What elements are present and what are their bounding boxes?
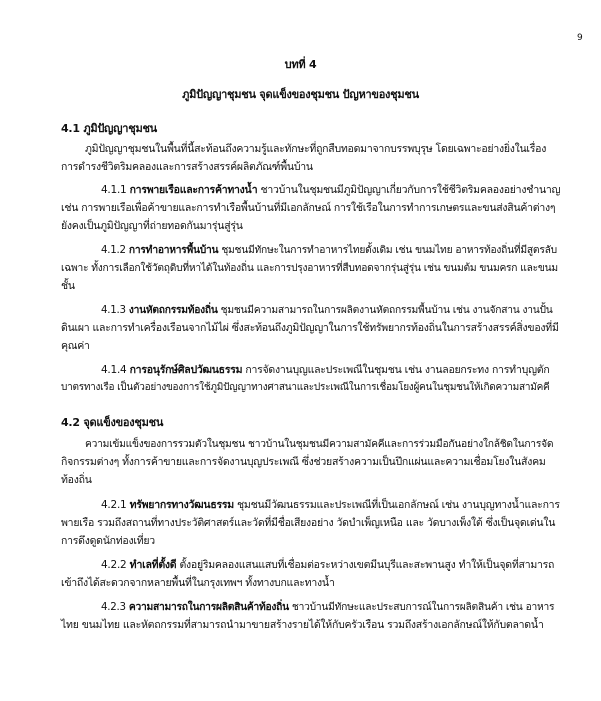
paragraph-line: กิจกรรมต่างๆ ทั้งการค้าขายและการจัดงานบุญประเพณี ซึ่งช่วยสร้างความเป็นปึกแผ่นและความเชื่อมโยงในสังคม	[61, 456, 546, 468]
subsection-title: การอนุรักษ์ศิลปวัฒนธรรม	[129, 364, 243, 376]
subsection-title: การพายเรือและการค้าทางน้ำ	[129, 184, 258, 196]
subsection-4-1-3: 4.1.3 งานหัตถกรรมท้องถิ่น ชุมชนมีความสามารถในการผลิตงานหัตถกรรมพื้นบ้าน เช่น งานจักสาน งานปั้น	[101, 304, 553, 316]
paragraph-line: เช่น การพายเรือเพื่อค้าขายและการทำเรือพื้นบ้านที่มีเอกลักษณ์ การใช้เรือในการทำการเกษตรและขนส่งสินค้าต่างๆ	[61, 202, 556, 214]
section-heading-4-1: 4.1 ภูมิปัญญาชุมชน	[61, 122, 157, 135]
subsection-4-1-2: 4.1.2 การทำอาหารพื้นบ้าน ชุมชนมีทักษะในการทำอาหารไทยดั้งเดิม เช่น ขนมไทย อาหารท้องถิ่นที่มีสูตรลับ	[101, 244, 557, 256]
paragraph-line: ท้องถิ่น	[61, 474, 92, 486]
paragraph-line: การดึงดูดนักท่องเที่ยว	[61, 535, 155, 547]
section-heading-4-2: 4.2 จุดแข็งของชุมชน	[61, 416, 164, 429]
paragraph-line: การดำรงชีวิตริมคลองและการสร้างสรรค์ผลิตภัณฑ์พื้นบ้าน	[61, 161, 313, 173]
paragraph-line: คุณค่า	[61, 340, 90, 352]
subsection-4-2-3: 4.2.3 ความสามารถในการผลิตสินค้าท้องถิ่น ชาวบ้านมีทักษะและประสบการณ์ในการผลิตสินค้า เช่น อาหาร	[101, 601, 555, 613]
chapter-title: บทที่ 4	[284, 58, 317, 71]
paragraph-line: ชั้น	[61, 280, 75, 292]
paragraph-line: ดินเผา และการทำเครื่องเรือนจากไม้ไผ่ ซึ่งสะท้อนถึงภูมิปัญญาในการใช้ทรัพยากรท้องถิ่นในการสร้างสรรค์สิ่งของที่มี	[61, 322, 559, 334]
page-number: 9	[577, 33, 583, 43]
subsection-title: งานหัตถกรรมท้องถิ่น	[128, 304, 218, 316]
subsection-title: ความสามารถในการผลิตสินค้าท้องถิ่น	[128, 601, 289, 613]
subsection-4-1-4: 4.1.4 การอนุรักษ์ศิลปวัฒนธรรม การจัดงานบุญและประเพณีในชุมชน เช่น งานลอยกระทง การทำบุญตัก	[101, 364, 550, 376]
subsection-title: ทรัพยากรทางวัฒนธรรม	[129, 499, 234, 511]
paragraph-line: ความเข้มแข็งของการรวมตัวในชุมชน ชาวบ้านในชุมชนมีความสามัคคีและการร่วมมือกันอย่างใกล้ชิดในการจัด	[85, 438, 554, 450]
paragraph-line: บาตรทางเรือ เป็นตัวอย่างของการใช้ภูมิปัญญาทางศาสนาและประเพณีในการเชื่อมโยงผู้คนในชุมชนให้เกิดความสามัคคี	[61, 382, 550, 393]
subsection-4-2-2: 4.2.2 ทำเลที่ตั้งดี ตั้งอยู่ริมคลองแสนแสบที่เชื่อมต่อระหว่างเขตมีนบุรีและสะพานสูง ทำให้เป็นจุดที่สามารถ	[101, 559, 555, 571]
paragraph-line: ภูมิปัญญาชุมชนในพื้นที่นี้สะท้อนถึงความรู้และทักษะที่ถูกสืบทอดมาจากบรรพบุรุษ โดยเฉพาะอย่างยิ่งในเรื่อง	[85, 143, 547, 155]
subsection-title: ทำเลที่ตั้งดี	[129, 559, 177, 571]
paragraph-line: ไทย ขนมไทย และหัตถกรรมที่สามารถนำมาขายสร้างรายได้ให้กับครัวเรือน รวมถึงสร้างเอกลักษณ์ให้กับตลาดน้ำ	[61, 619, 544, 631]
paragraph-line: เฉพาะ ทั้งการเลือกใช้วัตถุดิบที่หาได้ในท้องถิ่น และการปรุงอาหารที่สืบทอดจากรุ่นสู่รุ่น เช่น ขนมต้ม ขนมครก และขนม	[61, 262, 558, 274]
subsection-4-1-1: 4.1.1 การพายเรือและการค้าทางน้ำ ชาวบ้านในชุมชนมีภูมิปัญญาเกี่ยวกับการใช้ชีวิตริมคลองอย่างชำนาญ	[101, 184, 561, 196]
chapter-subtitle: ภูมิปัญญาชุมชน จุดแข็งของชุมชน ปัญหาของชุมชน	[182, 88, 419, 101]
paragraph-line: เข้าถึงได้สะดวกจากหลายพื้นที่ในกรุงเทพฯ ทั้งทางบกและทางน้ำ	[61, 577, 335, 589]
subsection-title: การทำอาหารพื้นบ้าน	[128, 244, 219, 256]
paragraph-line: พายเรือ รวมถึงสถานที่ทางประวัติศาสตร์และวัดที่มีชื่อเสียงอย่าง วัดบำเพ็ญเหนือ และ วัดบางเพ็งใต้ ซึ่งเป็นจุดเด่นใน	[61, 517, 556, 529]
paragraph-line: ยังคงเป็นภูมิปัญญาที่ถ่ายทอดกันมารุ่นสู่รุ่น	[61, 220, 243, 232]
subsection-4-2-1: 4.2.1 ทรัพยากรทางวัฒนธรรม ชุมชนมีวัฒนธรรมและประเพณีที่เป็นเอกลักษณ์ เช่น งานบุญทางน้ำและการ	[101, 499, 560, 511]
